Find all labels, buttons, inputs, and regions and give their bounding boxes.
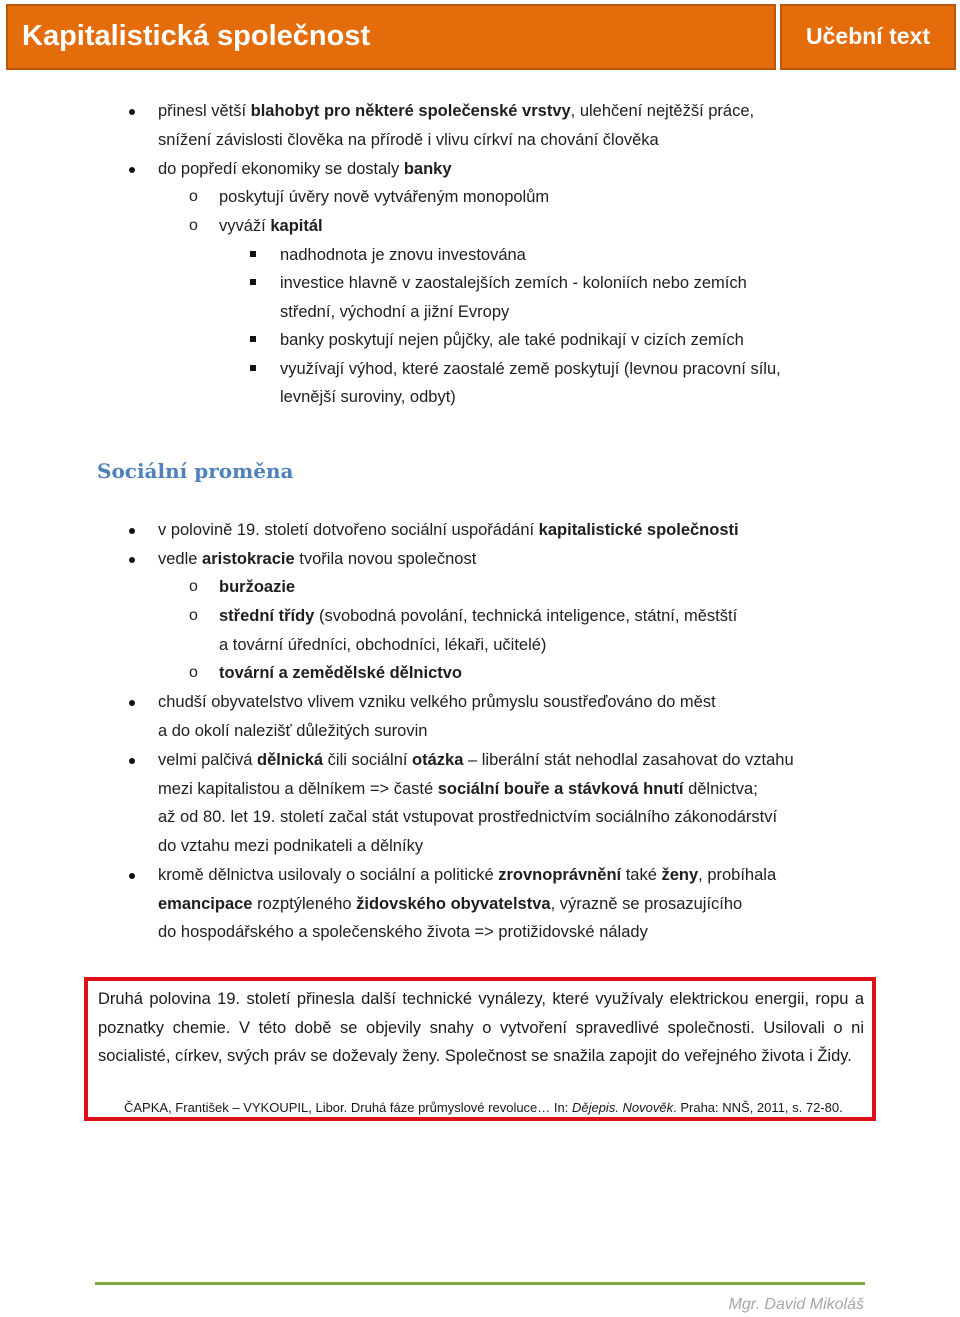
square-bullet <box>250 336 256 342</box>
sub-list-item: střední třídy (svobodná povolání, technická inteligence, státní, městští <box>219 607 738 625</box>
list-item-continuation: snížení závislosti člověka na přírodě i vlivu církví na chování člověka <box>158 131 659 149</box>
sub-list-item: buržoazie <box>219 578 296 596</box>
list-item: vedle aristokracie tvořila novou společnost <box>158 550 477 568</box>
sub-sub-list-item: investice hlavně v zaostalejších zemích - koloniích nebo zemích <box>280 274 747 292</box>
bullet-dot <box>129 557 135 563</box>
sub-list-item: poskytují úvěry nově vytvářeným monopolům <box>219 188 550 206</box>
square-bullet <box>250 251 256 257</box>
circle-bullet: o <box>189 607 198 624</box>
footer-divider <box>95 1282 865 1285</box>
page-header <box>6 4 956 70</box>
list-item: chudší obyvatelstvo vlivem vzniku velkého průmyslu soustřeďováno do měst <box>158 693 716 711</box>
list-item-continuation: a do okolí nalezišť důležitých surovin <box>158 722 428 740</box>
summary-box <box>84 977 876 1121</box>
list-item: v polovině 19. století dotvořeno sociální uspořádání kapitalistické společnosti <box>158 521 739 539</box>
sub-sub-list-item-continuation: levnější suroviny, odbyt) <box>280 388 456 406</box>
bullet-dot <box>129 758 135 764</box>
list-item-continuation: emancipace rozptýleného židovského obyvatelstva, výrazně se prosazujícího <box>158 895 743 913</box>
sub-list-item-continuation: a tovární úředníci, obchodníci, lékaři, učitelé) <box>219 636 547 654</box>
document-type-banner <box>780 4 956 70</box>
section-heading: Sociální proměna <box>97 459 294 483</box>
sub-sub-list-item: banky poskytují nejen půjčky, ale také podnikají v cizích zemích <box>280 331 744 349</box>
title-banner <box>6 4 776 70</box>
bullet-dot <box>129 873 135 879</box>
document-type-label: Učební text <box>806 23 930 49</box>
sub-sub-list-item: využívají výhod, které zaostalé země poskytují (levnou pracovní sílu, <box>280 360 781 378</box>
summary-text: Druhá polovina 19. století přinesla další technické vynálezy, které využívaly elektrickou energii, ropu a poznatky chemie. V této době se objevily snahy o vytvoření spravedlivé společnosti. Usilovali o ni socialisté, církev, svých práv se doževaly ženy. Společnost se snažila zapojit do veřejného života i Židy. <box>98 990 864 1065</box>
list-item: přinesl větší blahobyt pro některé společenské vrstvy, ulehčení nejtěžší práce, <box>158 102 755 120</box>
square-bullet <box>250 279 256 285</box>
footer-author: Mgr. David Mikoláš <box>728 1296 864 1313</box>
bullet-dot <box>129 109 135 115</box>
list-item: do popředí ekonomiky se dostaly banky <box>158 160 452 178</box>
circle-bullet: o <box>189 188 198 205</box>
sub-list-item: vyváží kapitál <box>219 217 323 235</box>
square-bullet <box>250 365 256 371</box>
circle-bullet: o <box>189 664 198 681</box>
list-item: kromě dělnictva usilovaly o sociální a politické zrovnoprávnění také ženy, probíhala <box>158 866 777 884</box>
circle-bullet: o <box>189 578 198 595</box>
sub-list-item: tovární a zemědělské dělnictvo <box>219 664 463 682</box>
list-item-continuation: až od 80. let 19. století začal stát vstupovat prostřednictvím sociálního zákonodárství <box>158 808 778 826</box>
list-item: velmi palčivá dělnická čili sociální otázka – liberální stát nehodlal zasahovat do vztahu <box>158 751 794 769</box>
bullet-dot <box>129 167 135 173</box>
bullet-dot <box>129 700 135 706</box>
list-item-continuation: do vztahu mezi podnikateli a dělníky <box>158 837 424 855</box>
citation: ČAPKA, František – VYKOUPIL, Libor. Druhá fáze průmyslové revoluce… In: Dějepis. Novověk. Praha: NNŠ, 2011, s. 72-80. <box>124 1100 843 1115</box>
circle-bullet: o <box>189 217 198 234</box>
bullet-dot <box>129 528 135 534</box>
list-item-continuation: mezi kapitalistou a dělníkem => časté sociální bouře a stávková hnutí dělnictva; <box>158 780 758 798</box>
sub-sub-list-item: nadhodnota je znovu investována <box>280 246 526 264</box>
page-title: Kapitalistická společnost <box>22 20 371 52</box>
list-item-continuation: do hospodářského a společenského života => protižidovské nálady <box>158 923 648 941</box>
sub-sub-list-item-continuation: střední, východní a jižní Evropy <box>280 303 510 321</box>
